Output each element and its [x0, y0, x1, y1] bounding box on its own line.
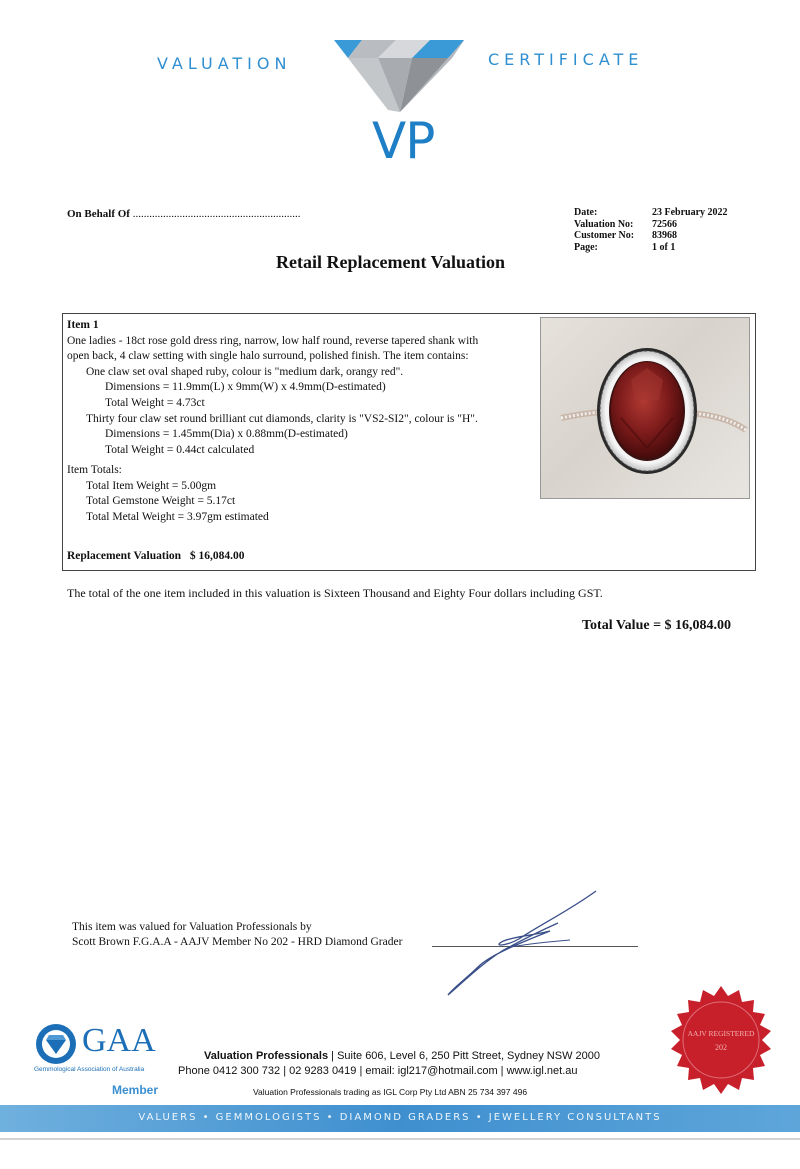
- total-gemstone-weight: Total Gemstone Weight = 5.17ct: [86, 495, 236, 508]
- vp-logo-text: VP: [372, 112, 435, 170]
- item-totals: [67, 463, 269, 525]
- total-value-amount: $ 16,084.00: [664, 618, 732, 633]
- meta-labels: [574, 207, 634, 253]
- ruby-ring-image: [541, 318, 749, 498]
- item-description: [67, 318, 478, 458]
- total-value-row: [582, 618, 731, 634]
- gaa-subtitle: Gemmological Association of Australia: [34, 1066, 145, 1073]
- replacement-value: $ 16,084.00: [189, 550, 245, 562]
- header-right-word: CERTIFICATE: [488, 50, 644, 69]
- ring-photo: [540, 317, 750, 499]
- signature-icon: [440, 885, 610, 1000]
- meta-label-date: Date:: [574, 207, 598, 218]
- total-item-weight: Total Item Weight = 5.00gm: [86, 479, 217, 492]
- replacement-valuation-row: [67, 550, 245, 562]
- footer-rule: [0, 1138, 800, 1140]
- gaa-member-label: Member: [112, 1083, 159, 1097]
- item-totals-heading: Item Totals:: [67, 464, 122, 476]
- diamond-dimensions: Dimensions = 1.45mm(Dia) x 0.88mm(D-estimated): [105, 428, 348, 441]
- company-name: Valuation Professionals: [204, 1050, 329, 1062]
- diamond-logo-icon: [330, 36, 470, 116]
- meta-values: [652, 207, 728, 253]
- seal-number: 202: [715, 1043, 727, 1052]
- meta-label-page: Page:: [574, 241, 598, 253]
- on-behalf-row: [67, 208, 300, 220]
- company-address-line: [204, 1050, 600, 1062]
- meta-value-customer-no: 83968: [652, 230, 677, 241]
- valuer-statement: [72, 920, 402, 950]
- ruby-line: One claw set oval shaped ruby, colour is "medium dark, orangy red".: [86, 365, 404, 378]
- diamond-line: Thirty four claw set round brilliant cut diamonds, clarity is "VS2-SI2", colour is "H".: [86, 412, 478, 425]
- on-behalf-label: On Behalf Of: [67, 208, 130, 220]
- company-address: | Suite 606, Level 6, 250 Pitt Street, Sydney NSW 2000: [328, 1050, 600, 1062]
- seal-text: AAJV REGISTERED: [687, 1029, 755, 1038]
- footer-banner-text: VALUERS • GEMMOLOGISTS • DIAMOND GRADERS • JEWELLERY CONSULTANTS: [138, 1112, 662, 1123]
- summary-text: The total of the one item included in this valuation is Sixteen Thousand and Eighty Four dollars including GST.: [67, 586, 603, 600]
- total-value-label: Total Value =: [582, 618, 662, 633]
- ruby-weight: Total Weight = 4.73ct: [105, 396, 205, 409]
- meta-label-valuation-no: Valuation No:: [574, 218, 634, 230]
- company-contact: Phone 0412 300 732 | 02 9283 0419 | email: igl217@hotmail.com | www.igl.net.au: [178, 1065, 578, 1077]
- ruby-dimensions: Dimensions = 11.9mm(L) x 9mm(W) x 4.9mm(D-estimated): [105, 381, 386, 394]
- diamond-weight: Total Weight = 0.44ct calculated: [105, 443, 255, 456]
- gaa-logo-text: GAA: [82, 1022, 156, 1059]
- company-trading: Valuation Professionals trading as IGL Corp Pty Ltd ABN 25 734 397 496: [253, 1087, 528, 1097]
- item-desc-line1: One ladies - 18ct rose gold dress ring, narrow, low half round, reverse tapered shank with: [67, 334, 479, 347]
- document-title: Retail Replacement Valuation: [276, 252, 505, 272]
- aajv-seal-icon: [665, 984, 777, 1096]
- gaa-logo-icon: [34, 1022, 78, 1066]
- item-heading: Item 1: [67, 319, 99, 331]
- valuer-line2: Scott Brown F.G.A.A - AAJV Member No 202 - HRD Diamond Grader: [72, 936, 403, 948]
- replacement-label: Replacement Valuation: [67, 550, 182, 562]
- on-behalf-dots: .............................................................: [132, 208, 301, 220]
- meta-value-date: 23 February 2022: [652, 207, 728, 218]
- meta-label-customer-no: Customer No:: [574, 230, 635, 241]
- item-desc-line2: open back, 4 claw setting with single halo surround, polished finish. The item contains:: [67, 350, 469, 363]
- meta-value-page: 1 of 1: [652, 241, 676, 253]
- header-left-word: VALUATION: [157, 54, 292, 73]
- total-metal-weight: Total Metal Weight = 3.97gm estimated: [86, 510, 269, 523]
- valuer-line1: This item was valued for Valuation Professionals by: [72, 921, 312, 933]
- meta-value-valuation-no: 72566: [652, 218, 677, 230]
